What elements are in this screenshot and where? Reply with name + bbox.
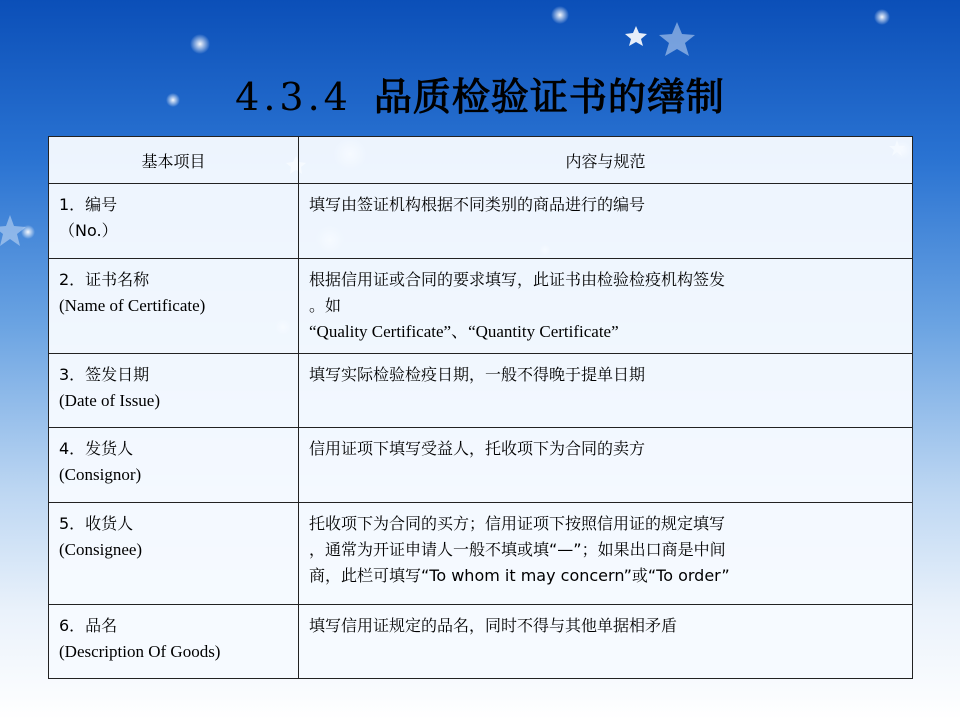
item-label-zh: 5．收货人 bbox=[59, 514, 134, 533]
content-cell bbox=[299, 428, 913, 503]
item-label-en: (Date of Issue) bbox=[59, 391, 161, 410]
content-cell bbox=[299, 605, 913, 679]
item-label-zh: 4．发货人 bbox=[59, 439, 134, 458]
item-cell bbox=[49, 605, 299, 679]
table-row bbox=[49, 184, 913, 259]
section-title: 品质检验证书的缮制 bbox=[373, 75, 725, 119]
content-line: “Quality Certificate”、“Quantity Certificate” bbox=[309, 322, 619, 341]
item-label-zh: 1．编号 bbox=[59, 195, 118, 214]
header-basic-item: 基本项目 bbox=[49, 137, 299, 184]
content-line: 托收项下为合同的买方；信用证项下按照信用证的规定填写 bbox=[309, 514, 726, 533]
content-cell bbox=[299, 184, 913, 259]
item-label-zh: 3．签发日期 bbox=[59, 365, 150, 384]
item-cell bbox=[49, 428, 299, 503]
item-label-en: (Description Of Goods) bbox=[59, 642, 221, 661]
content-line: 填写实际检验检疫日期，一般不得晚于提单日期 bbox=[309, 365, 646, 384]
star-glow bbox=[190, 34, 210, 54]
slide-title bbox=[0, 66, 960, 121]
header-content-spec: 内容与规范 bbox=[299, 137, 913, 184]
content-line: 商，此栏可填写“To whom it may concern”或“To order” bbox=[309, 566, 730, 585]
item-cell bbox=[49, 503, 299, 605]
content-line: 。如 bbox=[309, 296, 342, 315]
certificate-table bbox=[48, 136, 913, 679]
star-shape bbox=[625, 26, 647, 46]
item-cell bbox=[49, 354, 299, 428]
item-label-en: (Consignee) bbox=[59, 540, 143, 559]
content-line: 信用证项下填写受益人，托收项下为合同的卖方 bbox=[309, 439, 646, 458]
table-row bbox=[49, 354, 913, 428]
item-cell bbox=[49, 184, 299, 259]
table-row bbox=[49, 503, 913, 605]
content-cell bbox=[299, 354, 913, 428]
table-header-row bbox=[49, 137, 913, 184]
table-row bbox=[49, 605, 913, 679]
item-label-zh: 6．品名 bbox=[59, 616, 118, 635]
item-label-en: (Name of Certificate) bbox=[59, 296, 206, 315]
content-line: 填写信用证规定的品名，同时不得与其他单据相矛盾 bbox=[309, 616, 678, 635]
star-shape bbox=[659, 22, 695, 56]
content-line: 填写由签证机构根据不同类别的商品进行的编号 bbox=[309, 195, 646, 214]
content-line: ，通常为开证申请人一般不填或填“—”；如果出口商是中间 bbox=[309, 540, 726, 559]
star-glow bbox=[551, 6, 569, 24]
section-number: 4.3.4 bbox=[235, 75, 352, 119]
table-row bbox=[49, 428, 913, 503]
star-glow bbox=[874, 9, 890, 25]
item-cell bbox=[49, 259, 299, 354]
content-cell bbox=[299, 259, 913, 354]
content-line: 根据信用证或合同的要求填写，此证书由检验检疫机构签发 bbox=[309, 270, 726, 289]
item-label-en: (Consignor) bbox=[59, 465, 142, 484]
table-row bbox=[49, 259, 913, 354]
item-label-zh: 2．证书名称 bbox=[59, 270, 150, 289]
content-cell bbox=[299, 503, 913, 605]
item-label-en: （No.） bbox=[59, 221, 118, 240]
